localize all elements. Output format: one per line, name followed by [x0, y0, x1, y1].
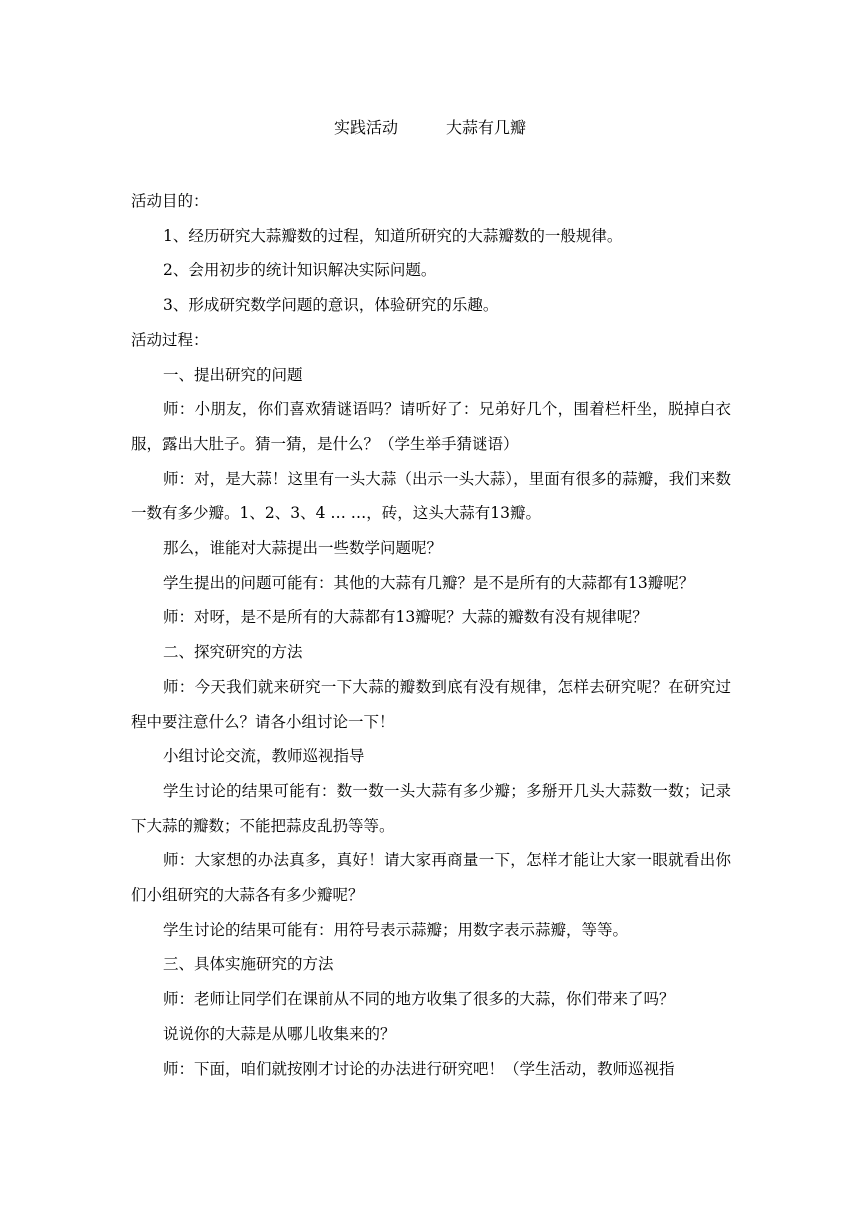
paragraph: 学生讨论的结果可能有：数一数一头大蒜有多少瓣；多掰开几头大蒜数一数；记录下大蒜的瓣数；不能把蒜皮乱扔等等。	[131, 781, 731, 835]
paragraph: 师：对呀，是不是所有的大蒜都有13瓣呢？大蒜的瓣数有没有规律呢？	[163, 608, 648, 627]
paragraph: 师：今天我们就来研究一下大蒜的瓣数到底有没有规律，怎样去研究呢？在研究过程中要注意什么？请各小组讨论一下！	[131, 677, 731, 731]
document-title: 实践活动 大蒜有几瓣	[333, 118, 526, 137]
document-body	[131, 184, 731, 1086]
paragraph: 师：下面，咱们就按刚才讨论的办法进行研究吧！（学生活动，教师巡视指	[163, 1059, 675, 1078]
paragraph: 学生提出的问题可能有：其他的大蒜有几瓣？是不是所有的大蒜都有13瓣呢？	[163, 573, 695, 592]
paragraph: 师：对，是大蒜！这里有一头大蒜（出示一头大蒜），里面有很多的蒜瓣，我们来数一数有多少瓣。1、2、3、4 … …，砖，这头大蒜有13瓣。	[131, 469, 731, 523]
paragraph: 一、提出研究的问题	[163, 365, 303, 384]
paragraph: 1、经历研究大蒜瓣数的过程，知道所研究的大蒜瓣数的一般规律。	[163, 226, 623, 245]
paragraph: 二、探究研究的方法	[163, 643, 303, 662]
paragraph: 3、形成研究数学问题的意识，体验研究的乐趣。	[163, 296, 499, 315]
paragraph: 活动过程：	[131, 330, 209, 349]
paragraph: 2、会用初步的统计知识解决实际问题。	[163, 261, 437, 280]
paragraph: 三、具体实施研究的方法	[163, 955, 334, 974]
paragraph: 师：小朋友，你们喜欢猜谜语吗？请听好了：兄弟好几个，围着栏杆坐，脱掉白衣服，露出大肚子。猜一猜，是什么？（学生举手猜谜语）	[131, 400, 731, 453]
paragraph: 学生讨论的结果可能有：用符号表示蒜瓣；用数字表示蒜瓣，等等。	[163, 920, 629, 939]
paragraph: 那么，谁能对大蒜提出一些数学问题呢？	[163, 539, 443, 558]
paragraph: 说说你的大蒜是从哪儿收集来的？	[163, 1024, 396, 1043]
paragraph: 师：老师让同学们在课前从不同的地方收集了很多的大蒜，你们带来了吗？	[163, 990, 675, 1009]
paragraph: 师：大家想的办法真多，真好！请大家再商量一下，怎样才能让大家一眼就看出你们小组研究的大蒜各有多少瓣呢？	[131, 851, 731, 905]
paragraph: 活动目的：	[131, 192, 209, 210]
paragraph: 小组讨论交流，教师巡视指导	[163, 747, 365, 766]
